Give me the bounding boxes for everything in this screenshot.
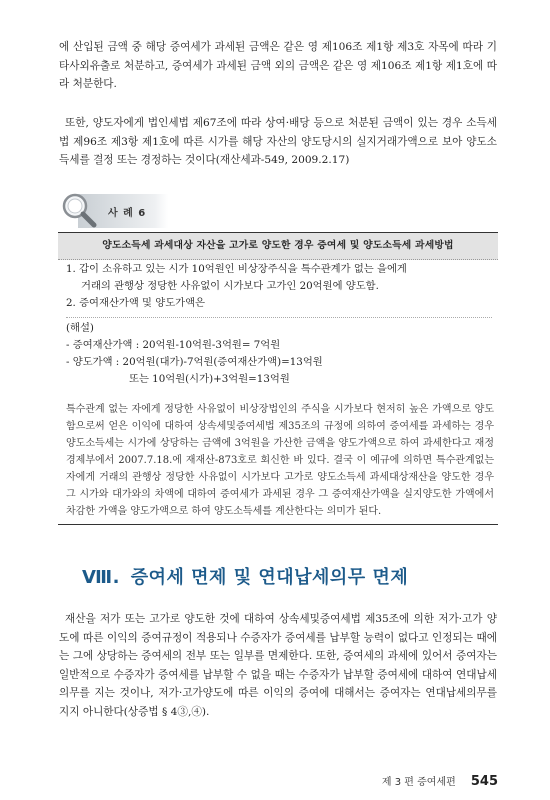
chapter-label: 제 3 편 증여세편 xyxy=(381,777,456,788)
case-line: 2. 증여재산가액 및 양도가액은 xyxy=(66,297,206,309)
case-box xyxy=(58,232,498,525)
case-explanation-text: 특수관계 없는 자에게 정당한 사유없이 비상장법인의 주식을 시가보다 현저히 높은 가액으로 양도함으로써 얻은 이익에 대하여 상속세및증여세법 제35조의 규정에 의하여 증여세를 과세하는 경우 양도소득세는 시가에 상당하는 금액에 3억원을 가산한 금액을 양도가액으로 하여 과세한다고 재정경제부에서 2007.7.18.에 재재산-873호로 회신한 바 있다. 결국 이 예규에 의하면 특수관계없는 자에게 거래의 관행상 정당한 사유없이 시가보다 고가로 양도소득세 과세대상재산을 양도한 경우 그 시가와 대가와의 차액에 대하여 증여세가 과세된 경우 그 증여재산가액을 실지양도한 가액에서 차감한 가액을 양도가액으로 하여 양도소득세를 계산한다는 의미가 된다. xyxy=(66,404,494,517)
case-line: 1. 갑이 소유하고 있는 시가 10억원인 비상장주식을 특수관계가 없는 을에게 xyxy=(66,263,407,275)
haeseol-title: (해설) xyxy=(66,322,94,334)
case-explanation-calc xyxy=(66,320,492,388)
case-header xyxy=(58,190,498,226)
paragraph-exemption: 재산을 저가 또는 고가로 양도한 것에 대하여 상속세및증여세법 제35조에 의한 저가·고가 양도에 따른 이익의 증여규정이 적용되나 수증자가 증여세를 납부할 능력이 없다고 인정되는 때에는 그에 상당하는 증여세의 전부 또는 일부를 면제한다. 또한, 증여세의 과세에 있어서 증여자는 일반적으로 수증자가 증여세를 납부할 수 없을 때는 수증자가 납부할 증여세에 대하여 연대납세의무를 지는 것이나, 저가·고가양도에 따른 이익의 증여에 대해서는 증여자는 연대납세의무를 지지 아니한다(상증법 § 4③,④). xyxy=(59,613,497,718)
case-line: 거래의 관행상 정당한 사유없이 시가보다 고가인 20억원에 양도함. xyxy=(81,280,379,292)
case-label: 사 례 6 xyxy=(108,208,147,219)
case-facts xyxy=(66,261,492,312)
paragraph-continued: 에 산입된 금액 중 해당 증여세가 과세된 금액은 같은 영 제106조 제1항 제3호 자목에 따라 기타사외유출로 처분하고, 증여세가 과세된 금액 외의 금액은 같은 영 제106조 제1항 제1호에 따라 처분한다. xyxy=(59,41,497,90)
case-box-bottom-rule xyxy=(58,524,498,525)
section-title: 증여세 면제 및 연대납세의무 면제 xyxy=(130,567,409,588)
case-title: 양도소득세 과세대상 자산을 고가로 양도한 경우 증여세 및 양도소득세 과세방법 xyxy=(58,233,498,260)
section-heading xyxy=(82,563,408,589)
haeseol-line: - 증여재산가액 : 20억원-10억원-3억원= 7억원 xyxy=(66,339,281,351)
haeseol-line: - 양도가액 : 20억원(대가)-7억원(증여재산가액)=13억원 xyxy=(66,356,323,368)
haeseol-line: 또는 10억원(시가)+3억원=13억원 xyxy=(129,373,290,385)
page-footer xyxy=(382,770,498,789)
paragraph-transferor-income: 또한, 양도자에게 법인세법 제67조에 따라 상여·배당 등으로 처분된 금액이 있는 경우 소득세법 제96조 제3항 제1호에 따른 시가를 해당 자산의 양도당시의 실지거래가액으로 보아 양도소득세를 결정 또는 경정하는 것이다(재산세과-549, 2009.2.17) xyxy=(59,117,497,166)
case-divider xyxy=(66,317,492,318)
section-number: Ⅷ. xyxy=(82,567,120,588)
magnifier-icon xyxy=(58,190,104,230)
page-number: 545 xyxy=(470,774,498,789)
